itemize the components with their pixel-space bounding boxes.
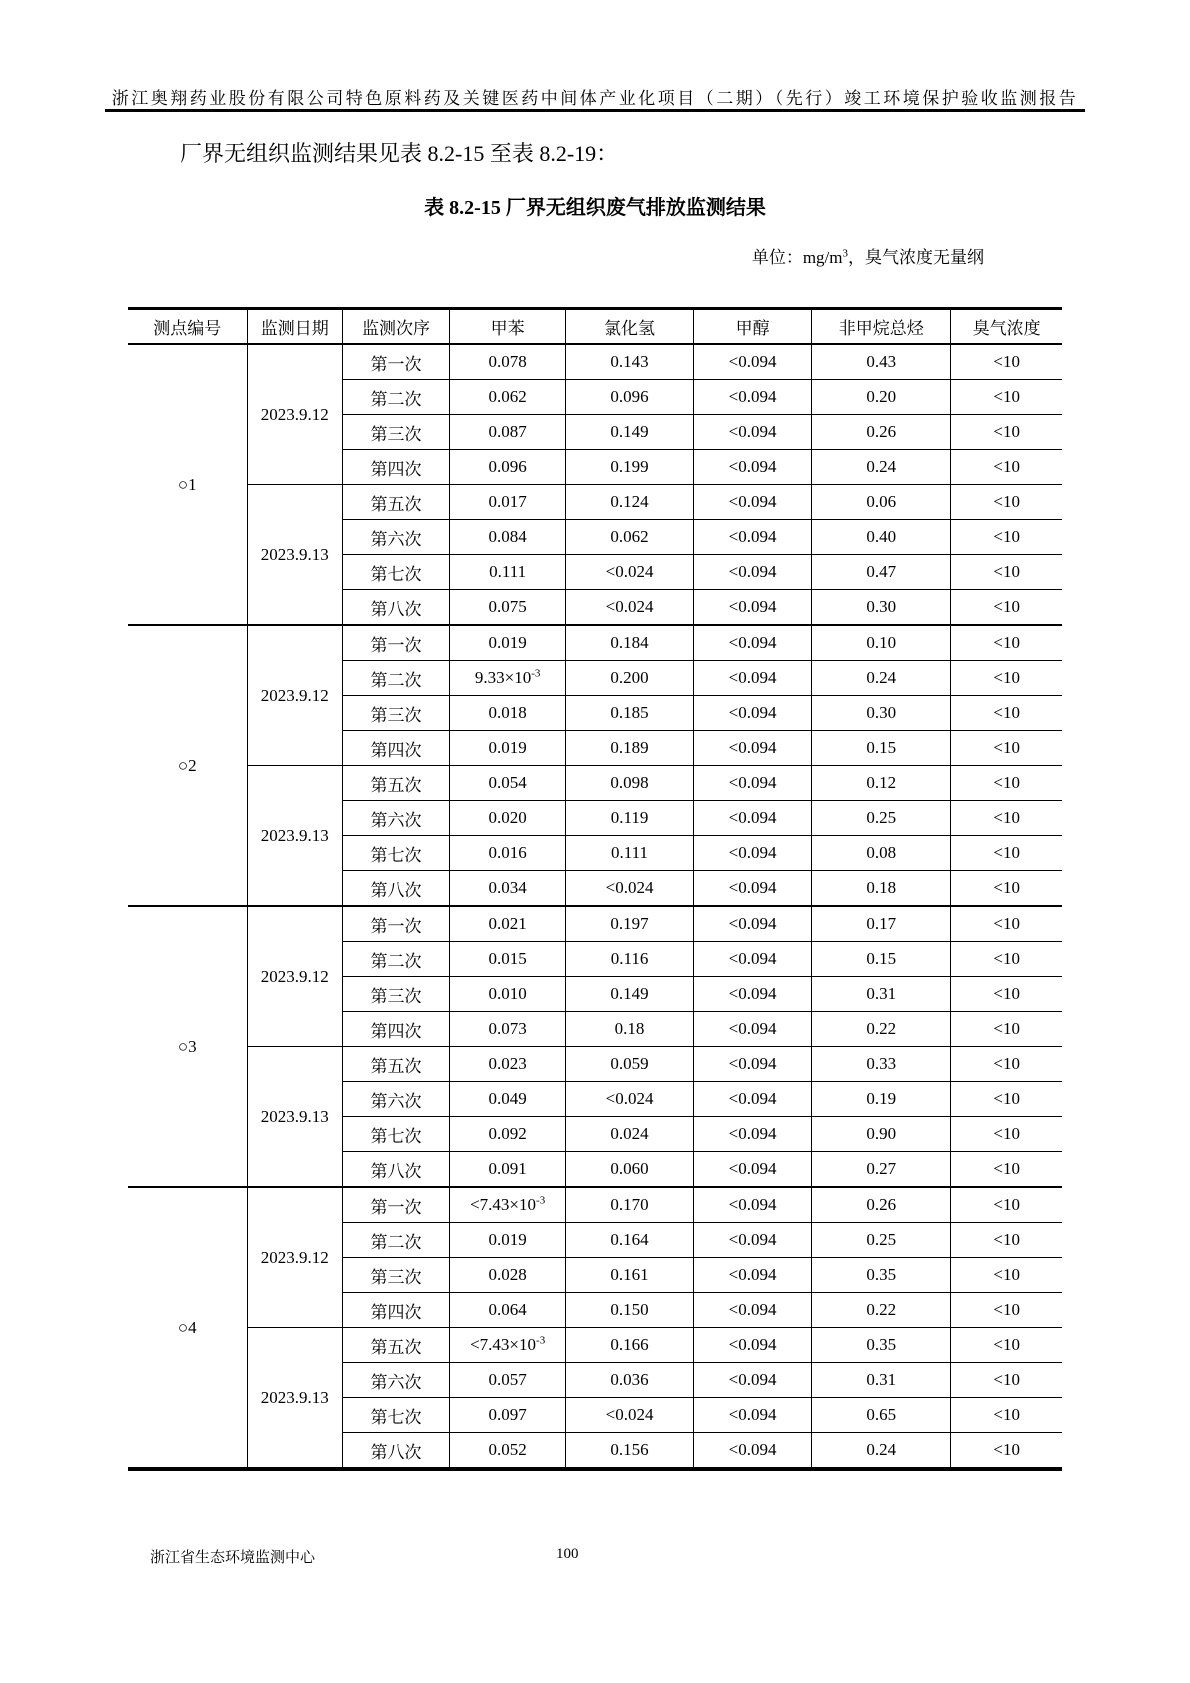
sequence-cell: 第五次 (342, 485, 449, 520)
value-cell: 0.034 (450, 871, 566, 907)
value-cell: 0.40 (812, 520, 951, 555)
value-cell: 0.31 (812, 1363, 951, 1398)
value-cell: <10 (951, 1258, 1062, 1293)
value-cell: 0.166 (566, 1328, 694, 1363)
value-cell: <10 (951, 485, 1062, 520)
value-cell: $<7.43\times 10^{-3}$ (450, 1328, 566, 1363)
value-cell: 0.096 (450, 450, 566, 485)
value-cell: 0.023 (450, 1047, 566, 1082)
value-cell: 0.020 (450, 801, 566, 836)
value-cell: 0.15 (812, 942, 951, 977)
value-cell: <0.094 (694, 661, 812, 696)
value-cell: <10 (951, 731, 1062, 766)
value-cell: 0.08 (812, 836, 951, 871)
value-cell: 0.062 (566, 520, 694, 555)
value-cell: 0.119 (566, 801, 694, 836)
value-cell: <10 (951, 801, 1062, 836)
value-cell: 0.65 (812, 1398, 951, 1433)
table-row (128, 1328, 1062, 1363)
value-cell: <10 (951, 1363, 1062, 1398)
value-cell: 0.091 (450, 1152, 566, 1188)
sequence-cell: 第五次 (342, 766, 449, 801)
value-cell: <0.094 (694, 485, 812, 520)
date-cell: 2023.9.12 (247, 625, 342, 766)
value-cell: 0.073 (450, 1012, 566, 1047)
value-cell: 0.25 (812, 1223, 951, 1258)
value-cell: 0.185 (566, 696, 694, 731)
value-cell: 0.124 (566, 485, 694, 520)
sequence-cell: 第三次 (342, 977, 449, 1012)
value-cell: 0.062 (450, 380, 566, 415)
value-cell: 0.149 (566, 977, 694, 1012)
value-cell: <0.094 (694, 871, 812, 907)
value-cell: <10 (951, 1398, 1062, 1433)
value-cell: 0.064 (450, 1293, 566, 1328)
value-cell: 0.199 (566, 450, 694, 485)
value-cell: 0.24 (812, 450, 951, 485)
value-cell: 0.019 (450, 625, 566, 661)
value-cell: 0.018 (450, 696, 566, 731)
table-header (128, 309, 1062, 345)
sequence-cell: 第四次 (342, 731, 449, 766)
value-cell: <0.024 (566, 1398, 694, 1433)
page-content (128, 140, 1062, 1471)
value-cell: 0.10 (812, 625, 951, 661)
header-rule (105, 109, 1085, 112)
value-cell: 0.111 (450, 555, 566, 590)
value-cell: <0.094 (694, 415, 812, 450)
value-cell: 0.078 (450, 344, 566, 380)
column-header: 监测日期 (247, 309, 342, 345)
intro-paragraph: 厂界无组织监测结果见表 8.2-15 至表 8.2-19： (180, 141, 619, 166)
value-cell: 0.47 (812, 555, 951, 590)
sequence-cell: 第七次 (342, 836, 449, 871)
value-cell: <10 (951, 1187, 1062, 1223)
value-cell: <10 (951, 836, 1062, 871)
value-cell: <0.094 (694, 1223, 812, 1258)
value-cell: 0.019 (450, 731, 566, 766)
sequence-cell: 第四次 (342, 450, 449, 485)
date-cell: 2023.9.13 (247, 766, 342, 907)
value-cell: <0.094 (694, 1363, 812, 1398)
value-cell: 0.149 (566, 415, 694, 450)
value-cell: 0.098 (566, 766, 694, 801)
sequence-cell: 第二次 (342, 661, 449, 696)
sequence-cell: 第一次 (342, 1187, 449, 1223)
value-cell: <0.094 (694, 1152, 812, 1188)
unit-note: 单位：$mg/m^3$，臭气浓度无量纲 (751, 247, 984, 267)
value-cell: 0.33 (812, 1047, 951, 1082)
value-cell: <10 (951, 942, 1062, 977)
value-cell: <10 (951, 696, 1062, 731)
value-cell: <0.094 (694, 555, 812, 590)
table-row (128, 625, 1062, 661)
value-cell: <0.094 (694, 625, 812, 661)
value-cell: 0.052 (450, 1433, 566, 1470)
value-cell: <10 (951, 625, 1062, 661)
value-cell: 0.096 (566, 380, 694, 415)
value-cell: <0.024 (566, 1082, 694, 1117)
value-cell: <10 (951, 766, 1062, 801)
value-cell: <10 (951, 977, 1062, 1012)
value-cell: 0.90 (812, 1117, 951, 1152)
value-cell: <0.094 (694, 836, 812, 871)
value-cell: 0.43 (812, 344, 951, 380)
date-cell: 2023.9.13 (247, 1047, 342, 1188)
column-header: 非甲烷总烃 (812, 309, 951, 345)
value-cell: 0.30 (812, 696, 951, 731)
sequence-cell: 第三次 (342, 415, 449, 450)
value-cell: 0.18 (812, 871, 951, 907)
value-cell: 0.111 (566, 836, 694, 871)
value-cell: <0.094 (694, 942, 812, 977)
sequence-cell: 第七次 (342, 555, 449, 590)
sequence-cell: 第六次 (342, 1082, 449, 1117)
table-row (128, 344, 1062, 380)
value-cell: <10 (951, 1328, 1062, 1363)
value-cell: <10 (951, 661, 1062, 696)
value-cell: 0.150 (566, 1293, 694, 1328)
value-cell: 0.164 (566, 1223, 694, 1258)
value-cell: 0.036 (566, 1363, 694, 1398)
value-cell: <10 (951, 1012, 1062, 1047)
value-cell: 0.17 (812, 906, 951, 942)
value-cell: <10 (951, 520, 1062, 555)
sequence-cell: 第三次 (342, 696, 449, 731)
value-cell: <0.094 (694, 766, 812, 801)
table-row (128, 1187, 1062, 1223)
footer-organization: 浙江省生态环境监测中心 (150, 1550, 316, 1566)
value-cell: <0.094 (694, 450, 812, 485)
value-cell: 0.197 (566, 906, 694, 942)
table-row (128, 906, 1062, 942)
value-cell: <0.094 (694, 1398, 812, 1433)
value-cell: <10 (951, 906, 1062, 942)
value-cell: <0.094 (694, 1012, 812, 1047)
monitoring-results-table (128, 307, 1062, 1471)
value-cell: 0.161 (566, 1258, 694, 1293)
sequence-cell: 第六次 (342, 520, 449, 555)
point-id-cell: ○3 (128, 906, 247, 1187)
value-cell: 0.024 (566, 1117, 694, 1152)
value-cell: 0.054 (450, 766, 566, 801)
value-cell: <10 (951, 450, 1062, 485)
value-cell: 0.22 (812, 1293, 951, 1328)
sequence-cell: 第一次 (342, 344, 449, 380)
value-cell: <10 (951, 1117, 1062, 1152)
value-cell: 0.189 (566, 731, 694, 766)
value-cell: 0.059 (566, 1047, 694, 1082)
column-header: 甲醇 (694, 309, 812, 345)
value-cell: 0.35 (812, 1328, 951, 1363)
value-cell: 0.097 (450, 1398, 566, 1433)
report-header-title: 浙江奥翔药业股份有限公司特色原料药及关键医药中间体产业化项目（二期）（先行）竣工环境保护验收监测报告 (111, 89, 1079, 108)
value-cell: <0.094 (694, 977, 812, 1012)
value-cell: $<7.43\times 10^{-3}$ (450, 1187, 566, 1223)
value-cell: 0.26 (812, 1187, 951, 1223)
value-cell: 0.015 (450, 942, 566, 977)
value-cell: 0.084 (450, 520, 566, 555)
value-cell: 0.12 (812, 766, 951, 801)
value-cell: 0.057 (450, 1363, 566, 1398)
table-row (128, 485, 1062, 520)
table-row (128, 1047, 1062, 1082)
date-cell: 2023.9.13 (247, 485, 342, 626)
value-cell: <0.094 (694, 1328, 812, 1363)
value-cell: 0.19 (812, 1082, 951, 1117)
value-cell: 0.24 (812, 1433, 951, 1470)
value-cell: 0.021 (450, 906, 566, 942)
value-cell: <10 (951, 415, 1062, 450)
value-cell: <0.094 (694, 1047, 812, 1082)
value-cell: <0.094 (694, 1293, 812, 1328)
value-cell: 0.010 (450, 977, 566, 1012)
value-cell: <0.094 (694, 1117, 812, 1152)
sequence-cell: 第七次 (342, 1398, 449, 1433)
value-cell: 0.028 (450, 1258, 566, 1293)
table-title: 表 8.2-15 厂界无组织废气排放监测结果 (424, 197, 766, 219)
column-header: 监测次序 (342, 309, 449, 345)
value-cell: <0.094 (694, 1187, 812, 1223)
value-cell: <10 (951, 590, 1062, 626)
value-cell: 0.116 (566, 942, 694, 977)
sequence-cell: 第八次 (342, 1433, 449, 1470)
sequence-cell: 第二次 (342, 942, 449, 977)
column-header: 臭气浓度 (951, 309, 1062, 345)
value-cell: 0.24 (812, 661, 951, 696)
sequence-cell: 第六次 (342, 1363, 449, 1398)
value-cell: 0.075 (450, 590, 566, 626)
value-cell: <10 (951, 380, 1062, 415)
table-header-row (128, 309, 1062, 345)
value-cell: <10 (951, 1223, 1062, 1258)
point-id-cell: ○2 (128, 625, 247, 906)
value-cell: <10 (951, 344, 1062, 380)
value-cell: <10 (951, 1433, 1062, 1470)
date-cell: 2023.9.12 (247, 1187, 342, 1328)
value-cell: <0.094 (694, 906, 812, 942)
value-cell: <0.024 (566, 555, 694, 590)
value-cell: $9.33\times 10^{-3}$ (450, 661, 566, 696)
value-cell: 0.092 (450, 1117, 566, 1152)
value-cell: 0.15 (812, 731, 951, 766)
value-cell: 0.27 (812, 1152, 951, 1188)
sequence-cell: 第七次 (342, 1117, 449, 1152)
date-cell: 2023.9.12 (247, 344, 342, 485)
sequence-cell: 第四次 (342, 1012, 449, 1047)
value-cell: 0.060 (566, 1152, 694, 1188)
value-cell: <0.024 (566, 590, 694, 626)
value-cell: 0.200 (566, 661, 694, 696)
sequence-cell: 第四次 (342, 1293, 449, 1328)
value-cell: 0.30 (812, 590, 951, 626)
page-number: 100 (556, 1546, 579, 1562)
sequence-cell: 第一次 (342, 906, 449, 942)
date-cell: 2023.9.12 (247, 906, 342, 1047)
value-cell: <0.094 (694, 380, 812, 415)
value-cell: <0.094 (694, 1433, 812, 1470)
value-cell: 0.18 (566, 1012, 694, 1047)
value-cell: <0.094 (694, 520, 812, 555)
column-header: 测点编号 (128, 309, 247, 345)
value-cell: 0.22 (812, 1012, 951, 1047)
value-cell: 0.26 (812, 415, 951, 450)
sequence-cell: 第八次 (342, 590, 449, 626)
value-cell: 0.25 (812, 801, 951, 836)
value-cell: <10 (951, 1293, 1062, 1328)
value-cell: <0.094 (694, 344, 812, 380)
table-body (128, 344, 1062, 1469)
sequence-cell: 第一次 (342, 625, 449, 661)
sequence-cell: 第八次 (342, 871, 449, 907)
value-cell: 0.049 (450, 1082, 566, 1117)
value-cell: 0.31 (812, 977, 951, 1012)
value-cell: <10 (951, 1152, 1062, 1188)
value-cell: <0.094 (694, 1258, 812, 1293)
date-cell: 2023.9.13 (247, 1328, 342, 1470)
sequence-cell: 第六次 (342, 801, 449, 836)
point-id-cell: ○1 (128, 344, 247, 625)
value-cell: <10 (951, 1082, 1062, 1117)
value-cell: 0.06 (812, 485, 951, 520)
point-id-cell: ○4 (128, 1187, 247, 1469)
value-cell: 0.35 (812, 1258, 951, 1293)
value-cell: 0.170 (566, 1187, 694, 1223)
value-cell: 0.156 (566, 1433, 694, 1470)
value-cell: <0.024 (566, 871, 694, 907)
value-cell: 0.184 (566, 625, 694, 661)
value-cell: <10 (951, 1047, 1062, 1082)
value-cell: 0.016 (450, 836, 566, 871)
sequence-cell: 第二次 (342, 1223, 449, 1258)
value-cell: 0.019 (450, 1223, 566, 1258)
value-cell: 0.017 (450, 485, 566, 520)
value-cell: <0.094 (694, 590, 812, 626)
column-header: 氯化氢 (566, 309, 694, 345)
value-cell: 0.20 (812, 380, 951, 415)
sequence-cell: 第三次 (342, 1258, 449, 1293)
value-cell: <0.094 (694, 731, 812, 766)
table-row (128, 766, 1062, 801)
column-header: 甲苯 (450, 309, 566, 345)
value-cell: 0.087 (450, 415, 566, 450)
value-cell: <0.094 (694, 1082, 812, 1117)
value-cell: 0.143 (566, 344, 694, 380)
value-cell: <10 (951, 871, 1062, 907)
value-cell: <10 (951, 555, 1062, 590)
sequence-cell: 第五次 (342, 1047, 449, 1082)
value-cell: <0.094 (694, 696, 812, 731)
sequence-cell: 第八次 (342, 1152, 449, 1188)
sequence-cell: 第二次 (342, 380, 449, 415)
value-cell: <0.094 (694, 801, 812, 836)
sequence-cell: 第五次 (342, 1328, 449, 1363)
